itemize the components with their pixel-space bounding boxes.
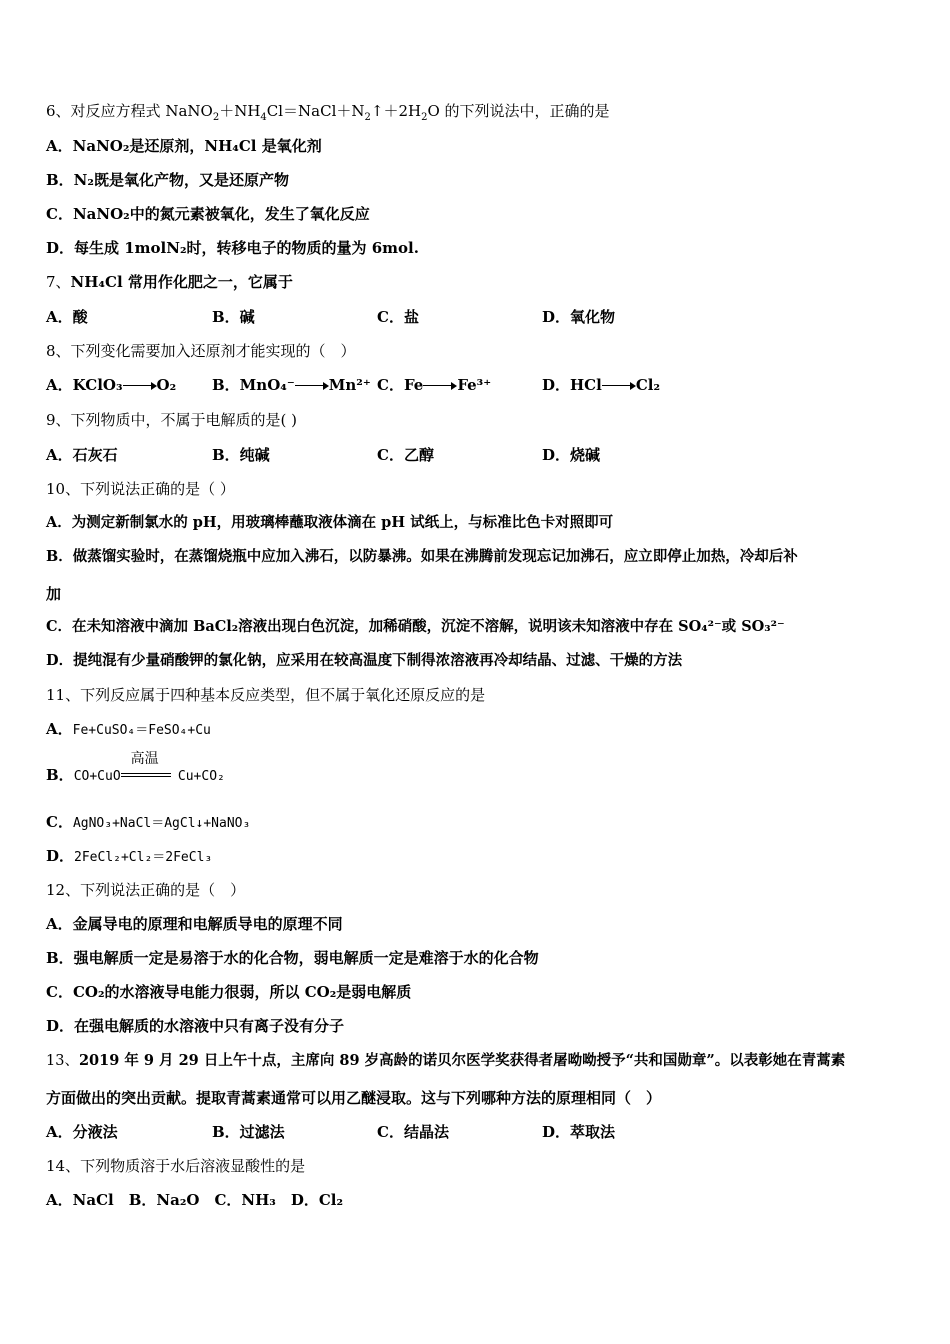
q11-a-label: A． <box>46 720 73 738</box>
q8-option-d <box>542 375 660 395</box>
q11-d-equation: 2FeCl₂+Cl₂＝2FeCl₃ <box>74 850 213 865</box>
arrow-icon <box>295 381 329 391</box>
arrow-icon <box>423 381 457 391</box>
q11-option-c <box>46 812 250 834</box>
q12-option-d: D．在强电解质的水溶液中只有离子没有分子 <box>46 1017 345 1035</box>
q11-a-equation: Fe+CuSO₄＝FeSO₄+Cu <box>72 723 211 738</box>
q11-number: 11、 <box>46 686 81 704</box>
q6-stem <box>46 101 610 128</box>
q13-option-a: A．分液法 <box>46 1123 118 1141</box>
q6-option-c: C．NaNO₂中的氮元素被氧化，发生了氧化反应 <box>46 205 370 223</box>
q6-stem-mid2: Cl＝NaCl＋N <box>266 102 365 120</box>
q7-option-d: D．氧化物 <box>542 308 616 326</box>
q9-number: 9、 <box>46 411 71 429</box>
q13-stem-text1: 2019 年 9 月 29 日上午十点，主席向 89 岁高龄的诺贝尔医学奖获得者屠呦呦授予“共和国勋章”。以表彰她在青蒿素 <box>78 1052 846 1069</box>
q14-number: 14、 <box>46 1157 81 1175</box>
q8-a-product: O₂ <box>156 376 177 394</box>
q10-option-a: A．为测定新制氯水的 pH，用玻璃棒蘸取液体滴在 pH 试纸上，与标准比色卡对照即可 <box>46 514 614 531</box>
q12-option-a: A．金属导电的原理和电解质导电的原理不同 <box>46 915 343 933</box>
q7-option-b: B．碱 <box>212 308 255 326</box>
q8-stem-text: 下列变化需要加入还原剂才能实现的（ ） <box>70 342 356 360</box>
q10-stem-text: 下列说法正确的是（ ） <box>80 480 235 498</box>
q7-stem-text: NH₄Cl 常用作化肥之一，它属于 <box>70 273 293 291</box>
q14-stem <box>46 1156 305 1176</box>
q11-b-products: Cu+CO₂ <box>177 769 225 784</box>
q13-option-d: D．萃取法 <box>542 1123 616 1141</box>
q11-c-equation: AgNO₃+NaCl＝AgCl↓+NaNO₃ <box>72 816 251 831</box>
q12-stem-text: 下列说法正确的是（ ） <box>80 881 246 899</box>
q6-stem-pre: 对反应方程式 NaNO <box>70 102 213 120</box>
q6-stem-mid4: O 的下列说法中，正确的是 <box>427 102 610 120</box>
q9-stem <box>46 410 297 430</box>
q11-d-label: D． <box>46 847 75 865</box>
q13-number: 13、 <box>46 1053 79 1069</box>
q8-number: 8、 <box>46 342 71 360</box>
q12-stem <box>46 880 245 900</box>
q10-number: 10、 <box>46 480 81 498</box>
q6-option-d: D．每生成 1molN₂时，转移电子的物质的量为 6mol. <box>46 239 419 257</box>
q8-d-reactant: D．HCl <box>542 376 602 394</box>
q8-b-reactant: B．MnO₄⁻ <box>212 376 295 394</box>
q8-a-reactant: A．KClO₃ <box>46 376 123 394</box>
q8-stem <box>46 341 356 361</box>
q10-option-c: C．在未知溶液中滴加 BaCl₂溶液出现白色沉淀，加稀硝酸，沉淀不溶解，说明该未知溶液中存在 SO₄²⁻或 SO₃²⁻ <box>46 618 785 635</box>
q6-option-a: A．NaNO₂是还原剂，NH₄Cl 是氧化剂 <box>46 137 322 155</box>
q6-stem-mid3: ↑＋2H <box>370 102 422 120</box>
q11-option-d <box>46 846 212 868</box>
q11-stem-text: 下列反应属于四种基本反应类型，但不属于氧化还原反应的是 <box>80 686 486 704</box>
q10-option-d: D．提纯混有少量硝酸钾的氯化钠，应采用在较高温度下制得浓溶液再冷却结晶、过滤、干燥的方法 <box>46 652 683 669</box>
q11-stem <box>46 685 485 705</box>
q13-option-b: B．过滤法 <box>212 1123 285 1141</box>
q6-number: 6、 <box>46 102 71 120</box>
q8-option-c <box>377 375 491 395</box>
q12-option-b: B．强电解质一定是易溶于水的化合物，弱电解质一定是难溶于水的化合物 <box>46 949 539 967</box>
q12-option-c: C．CO₂的水溶液导电能力很弱，所以 CO₂是弱电解质 <box>46 983 412 1001</box>
q8-b-product: Mn²⁺ <box>328 376 371 394</box>
q9-option-a: A．石灰石 <box>46 446 118 464</box>
q9-option-b: B．纯碱 <box>212 446 270 464</box>
q12-number: 12、 <box>46 881 81 899</box>
q14-stem-text: 下列物质溶于水后溶液显酸性的是 <box>80 1157 306 1175</box>
q8-c-product: Fe³⁺ <box>457 376 492 394</box>
q11-b-condition: 高温 <box>130 751 159 767</box>
q13-option-c: C．结晶法 <box>377 1123 449 1141</box>
q8-option-a <box>46 375 176 395</box>
q6-stem-mid1: ＋NH <box>219 102 261 120</box>
q11-c-label: C． <box>46 813 73 831</box>
q8-option-b <box>212 375 371 395</box>
q13-stem-line2: 方面做出的突出贡献。提取青蒿素通常可以用乙醚浸取。这与下列哪种方法的原理相同（ ） <box>46 1089 662 1107</box>
q8-d-product: Cl₂ <box>635 376 661 394</box>
high-temperature-equals-sign <box>121 751 173 785</box>
q10-stem <box>46 479 235 499</box>
arrow-icon <box>602 381 636 391</box>
q11-option-a <box>46 719 211 741</box>
q10-option-b-line1: B．做蒸馏实验时，在蒸馏烧瓶中应加入沸石，以防暴沸。如果在沸腾前发现忘记加沸石，应立即停止加热，冷却后补 <box>46 548 798 565</box>
q7-number: 7、 <box>46 273 71 291</box>
q9-option-d: D．烧碱 <box>542 446 601 464</box>
q11-b-label: B． <box>46 766 74 784</box>
arrow-icon <box>123 381 157 391</box>
q7-stem <box>46 272 293 292</box>
q6-option-b: B．N₂既是氧化产物，又是还原产物 <box>46 171 289 189</box>
q6-stem-text: 对反应方程式 $NaNO_2+NH_4Cl=NaCl+N_2↑+2H_2O$ 的下列说法中，正确的是 <box>70 102 610 123</box>
q11-b-reactants: CO+CuO <box>73 769 121 784</box>
q10-option-b-line2: 加 <box>46 585 62 603</box>
q9-stem-text: 下列物质中，不属于电解质的是( ) <box>70 411 298 429</box>
q9-option-c: C．乙醇 <box>377 446 434 464</box>
q7-option-c: C．盐 <box>377 308 419 326</box>
q14-options: A．NaCl B．Na₂O C．NH₃ D．Cl₂ <box>46 1191 344 1209</box>
q8-c-reactant: C．Fe <box>377 376 424 394</box>
q7-option-a: A．酸 <box>46 308 88 326</box>
q11-option-b <box>46 751 225 787</box>
q13-stem-line1 <box>46 1051 845 1071</box>
